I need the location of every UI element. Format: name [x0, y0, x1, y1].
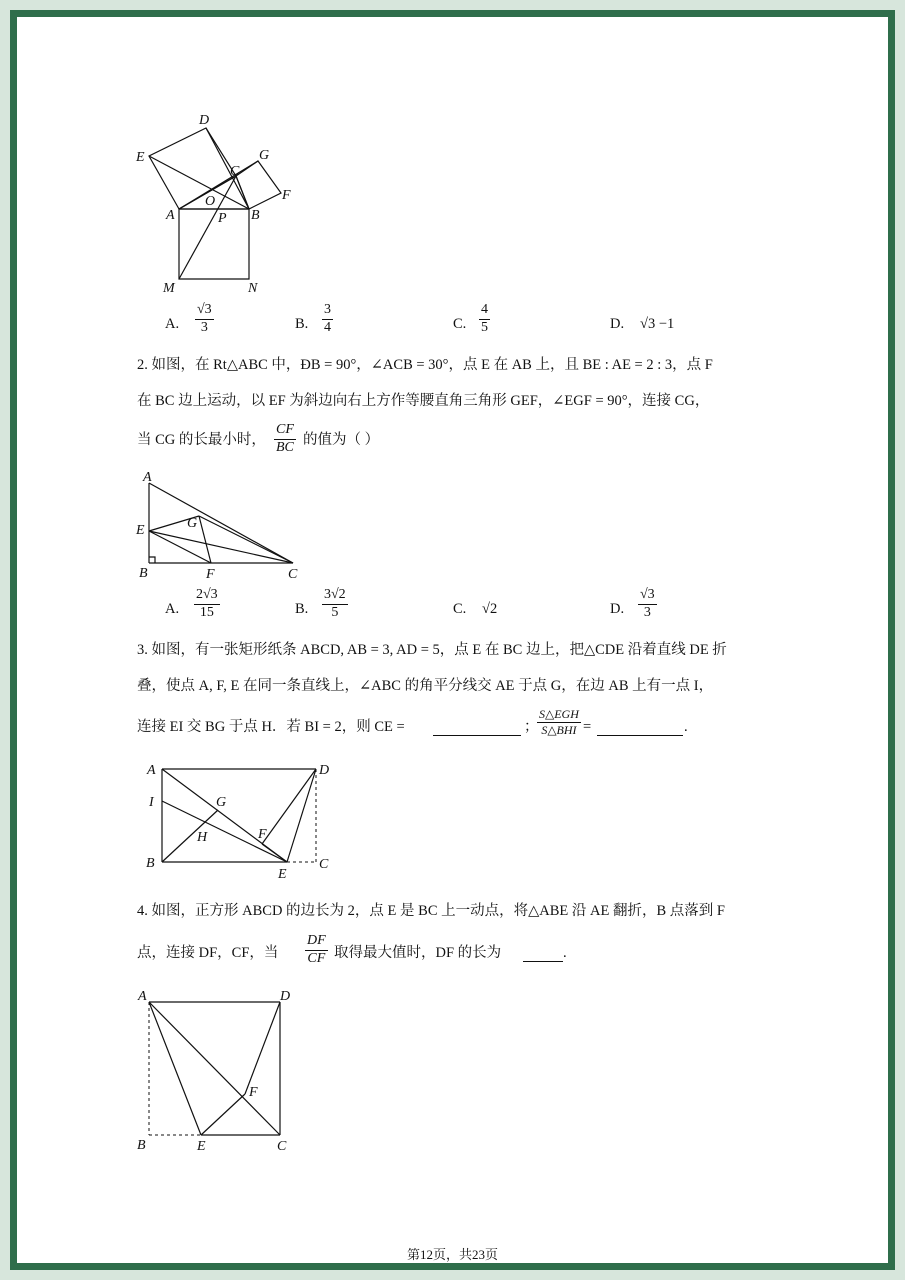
label-D: D: [319, 763, 330, 778]
label-I: I: [149, 795, 154, 810]
label-M: M: [163, 281, 175, 296]
q1-option-b-frac: $\frac{3}{4}$: [324, 302, 331, 335]
q2-option-b-frac: $\frac{3√2}{5}$: [324, 587, 346, 620]
q3-line3-pre: 连接 EI 交 BG 于点 H．若 BI = 2，则 CE =: [137, 719, 405, 735]
q4-period: .: [563, 945, 567, 961]
label-N: N: [248, 281, 258, 296]
label-F: F: [249, 1085, 258, 1100]
q2-line3-pre: 当 CG 的长最小时，: [137, 432, 266, 448]
q2-option-a-letter: A.: [165, 601, 180, 617]
label-B: B: [146, 856, 155, 871]
label-G: G: [187, 516, 198, 531]
q1-option-c-frac: $\frac{4}{5}$: [481, 302, 488, 335]
label-O: O: [205, 194, 216, 209]
label-C: C: [277, 1139, 287, 1154]
label-B: B: [137, 1138, 146, 1153]
label-E: E: [197, 1139, 206, 1154]
label-B: B: [251, 208, 260, 223]
q2-line1: 2. 如图，在 Rt△ABC 中，ÐB = 90°，∠ACB = 30°，点 E 在 AB 上，且 BE : AE = 2 : 3，点 F: [137, 357, 713, 373]
q4-fraction-df-cf: $\frac{DF}{CF}$: [307, 933, 326, 966]
q2-fraction-cf-bc: $\frac{CF}{BC}$: [276, 422, 294, 455]
q1-option-a-frac: $\frac{√3}{3}$: [197, 302, 212, 335]
q2-option-b-letter: B.: [295, 601, 309, 617]
q2-option-d-letter: D.: [610, 601, 625, 617]
q1-option-b-letter: B.: [295, 316, 309, 332]
label-F: F: [282, 188, 291, 203]
label-P: P: [218, 211, 227, 226]
label-C: C: [230, 164, 240, 179]
label-D: D: [199, 113, 210, 128]
q3-equals: =: [583, 719, 592, 735]
label-C: C: [319, 857, 329, 872]
label-A: A: [138, 989, 147, 1004]
q3-line1: 3. 如图，有一张矩形纸条 ABCD, AB = 3, AD = 5，点 E 在 BC 边上，把△CDE 沿着直线 DE 折: [137, 642, 727, 658]
label-E: E: [136, 523, 145, 538]
q2-line2: 在 BC 边上运动，以 EF 为斜边向右上方作等腰直角三角形 GEF，∠EGF = 90°，连接 CG，: [137, 393, 710, 409]
q4-line2-post: 取得最大值时，DF 的长为: [334, 945, 502, 961]
label-F: F: [206, 567, 215, 582]
q3-line2: 叠，使点 A, F, E 在同一条直线上，∠ABC 的角平分线交 AE 于点 G，在边 AB 上有一点 I，: [137, 678, 714, 694]
label-B: B: [139, 566, 148, 581]
q3-period: .: [684, 719, 688, 735]
q3-separator: ；: [524, 719, 539, 735]
q1-option-d-expr: √3 −1: [640, 316, 675, 332]
label-A: A: [147, 763, 156, 778]
q1-option-a-letter: A.: [165, 316, 180, 332]
label-G: G: [259, 148, 270, 163]
label-D: D: [280, 989, 291, 1004]
q2-option-a-frac: $\frac{2√3}{15}$: [196, 587, 218, 620]
q2-option-c-expr: √2: [482, 601, 498, 617]
q4-line2-pre: 点，连接 DF，CF，当: [137, 945, 279, 961]
q2-option-d-frac: $\frac{√3}{3}$: [640, 587, 655, 620]
q2-line3-post: 的值为（ ）: [303, 432, 380, 448]
q1-option-d-letter: D.: [610, 316, 625, 332]
label-A: A: [143, 470, 152, 485]
label-F: F: [258, 827, 267, 842]
label-A: A: [166, 208, 175, 223]
q3-area-ratio: S△EGH S△BHI: [539, 707, 579, 737]
q1-option-c-letter: C.: [453, 316, 467, 332]
label-C: C: [288, 567, 298, 582]
q2-option-c-letter: C.: [453, 601, 467, 617]
page-footer: 第12页，共23页: [406, 1247, 498, 1262]
label-H: H: [197, 830, 208, 845]
label-G: G: [216, 795, 227, 810]
label-E: E: [136, 150, 145, 165]
label-E: E: [278, 867, 287, 882]
q4-line1: 4. 如图，正方形 ABCD 的边长为 2，点 E 是 BC 上一动点，将△ABE 沿 AE 翻折，B 点落到 F: [137, 903, 725, 919]
